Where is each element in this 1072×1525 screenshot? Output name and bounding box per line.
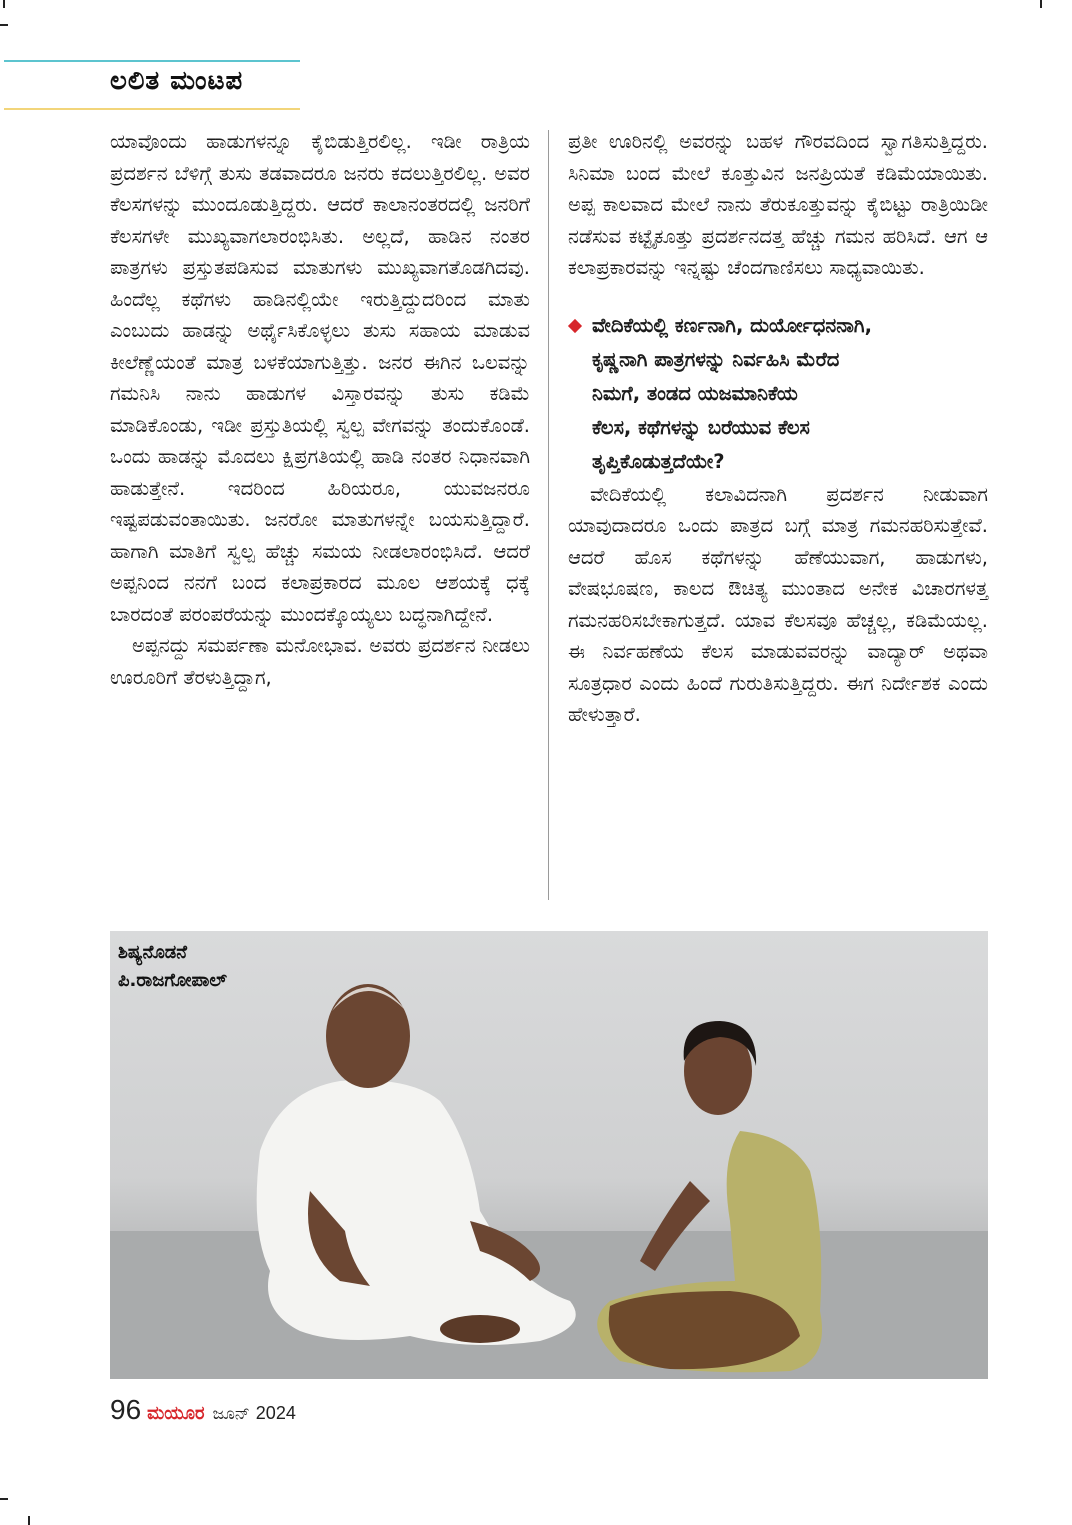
header-rule-bottom — [4, 108, 300, 110]
crop-mark-bottom-left-v — [28, 1516, 30, 1525]
crop-mark-bottom-left — [0, 1498, 8, 1500]
caption-line: ಶಿಷ್ಯನೊಡನೆ — [118, 942, 187, 963]
man-figure — [257, 1080, 576, 1345]
interview-question — [568, 309, 988, 479]
question-line: ತೃಪ್ತಿಕೊಡುತ್ತದೆಯೇ? — [592, 449, 725, 473]
header-rule-top — [4, 60, 300, 62]
article-photo — [110, 931, 988, 1379]
paragraph: ಅಪ್ಪನದ್ದು ಸಮರ್ಪಣಾ ಮನೋಭಾವ. ಅವರು ಪ್ರದರ್ಶನ ನೀಡಲು ಊರೂರಿಗೆ ತೆರಳುತ್ತಿದ್ದಾಗ, — [110, 634, 530, 689]
question-line: ನಿಮಗೆ, ತಂಡದ ಯಜಮಾನಿಕೆಯ — [592, 381, 798, 405]
issue-year: 2024 — [255, 1403, 296, 1423]
interview-answer: ವೇದಿಕೆಯಲ್ಲಿ ಕಲಾವಿದನಾಗಿ ಪ್ರದರ್ಶನ ನೀಡುವಾಗ ಯಾವುದಾದರೂ ಒಂದು ಪಾತ್ರದ ಬಗ್ಗೆ ಮಾತ್ರ ಗಮನಹರಿಸುತ್ತೇವೆ. ಆದರೆ ಹೊಸ ಕಥೆಗಳನ್ನು ಹೆಣೆಯುವಾಗ, ಹಾಡುಗಳು, ವೇಷಭೂಷಣ, ಕಾಲದ ಔಚಿತ್ಯ ಮುಂತಾದ ಅನೇಕ ವಿಚಾರಗಳತ್ತ ಗಮನಹರಿಸಬೇಕಾಗುತ್ತದೆ. ಯಾವ ಕೆಲಸವೂ ಹೆಚ್ಚಲ್ಲ, ಕಡಿಮೆಯಲ್ಲ. ಈ ನಿರ್ವಹಣೆಯ ಕೆಲಸ ಮಾಡುವವರನ್ನು ವಾದ್ಯಾರ್ ಅಥವಾ ಸೂತ್ರಧಾರ ಎಂದು ಹಿಂದೆ ಗುರುತಿಸುತ್ತಿದ್ದರು. ಈಗ ನಿರ್ದೇಶಕ ಎಂದು ಹೇಳುತ್ತಾರೆ. — [568, 482, 988, 726]
crop-mark-top-left-h — [0, 24, 8, 26]
question-line: ಕೆಲಸ, ಕಥೆಗಳನ್ನು ಬರೆಯುವ ಕೆಲಸ — [592, 415, 810, 439]
crop-mark-top-right — [1040, 0, 1042, 8]
article-column-left — [110, 126, 530, 693]
paragraph: ಪ್ರತೀ ಊರಿನಲ್ಲಿ ಅವರನ್ನು ಬಹಳ ಗೌರವದಿಂದ ಸ್ವಾಗತಿಸುತ್ತಿದ್ದರು. ಸಿನಿಮಾ ಬಂದ ಮೇಲೆ ಕೂತ್ತುವಿನ ಜನಪ್ರಿಯತೆ ಕಡಿಮೆಯಾಯಿತು. ಅಪ್ಪ ಕಾಲವಾದ ಮೇಲೆ ನಾನು ತೆರುಕೂತ್ತುವನ್ನು ಕೈಬಿಟ್ಟು ರಾತ್ರಿಯಿಡೀ ನಡೆಸುವ ಕಟ್ಟೈಕೂತ್ತು ಪ್ರದರ್ಶನದತ್ತ ಹೆಚ್ಚು ಗಮನ ಹರಿಸಿದೆ. ಆಗ ಆ ಕಲಾಪ್ರಕಾರವನ್ನು ಇನ್ನಷ್ಟು ಚೆಂದಗಾಣಿಸಲು ಸಾಧ್ಯವಾಯಿತು. — [568, 130, 988, 279]
photo-caption — [118, 939, 227, 995]
man-head — [326, 984, 410, 1088]
page-number: 96 — [110, 1394, 142, 1425]
column-divider — [548, 130, 549, 900]
paragraph: ಯಾವೊಂದು ಹಾಡುಗಳನ್ನೂ ಕೈಬಿಡುತ್ತಿರಲಿಲ್ಲ. ಇಡೀ ರಾತ್ರಿಯ ಪ್ರದರ್ಶನ ಬೆಳಿಗ್ಗೆ ತುಸು ತಡವಾದರೂ ಜನರು ಕದಲುತ್ತಿರಲಿಲ್ಲ. ಅವರ ಕೆಲಸಗಳನ್ನು ಮುಂದೂಡುತ್ತಿದ್ದರು. ಆದರೆ ಕಾಲಾನಂತರದಲ್ಲಿ ಜನರಿಗೆ ಕೆಲಸಗಳೇ ಮುಖ್ಯವಾಗಲಾರಂಭಿಸಿತು. ಅಲ್ಲದೆ, ಹಾಡಿನ ನಂತರ ಪಾತ್ರಗಳು ಪ್ರಸ್ತುತಪಡಿಸುವ ಮಾತುಗಳು ಮುಖ್ಯವಾಗತೊಡಗಿದವು. ಹಿಂದೆಲ್ಲ ಕಥೆಗಳು ಹಾಡಿನಲ್ಲಿಯೇ ಇರುತ್ತಿದ್ದುದರಿಂದ ಮಾತು ಎಂಬುದು ಹಾಡನ್ನು ಅರ್ಥೈಸಿಕೊಳ್ಳಲು ತುಸು ಸಹಾಯ ಮಾಡುವ ಕೀಲೆಣ್ಣೆಯಂತೆ ಮಾತ್ರ ಬಳಕೆಯಾಗುತ್ತಿತ್ತು. ಜನರ ಈಗಿನ ಒಲವನ್ನು ಗಮನಿಸಿ ನಾನು ಹಾಡುಗಳ ವಿಸ್ತಾರವನ್ನು ತುಸು ಕಡಿಮೆ ಮಾಡಿಕೊಂಡು, ಇಡೀ ಪ್ರಸ್ತುತಿಯಲ್ಲಿ ಸ್ವಲ್ಪ ವೇಗವನ್ನು ತಂದುಕೊಂಡೆ. ಒಂದು ಹಾಡನ್ನು ಮೊದಲು ಕ್ಷಿಪ್ರಗತಿಯಲ್ಲಿ ಹಾಡಿ ನಂತರ ನಿಧಾನವಾಗಿ ಹಾಡುತ್ತೇನೆ. ಇದರಿಂದ ಹಿರಿಯರೂ, ಯುವಜನರೂ ಇಷ್ಟಪಡುವಂತಾಯಿತು. ಜನರೋ ಮಾತುಗಳನ್ನೇ ಬಯಸುತ್ತಿದ್ದಾರೆ. ಹಾಗಾಗಿ ಮಾತಿಗೆ ಸ್ವಲ್ಪ ಹೆಚ್ಚು ಸಮಯ ನೀಡಲಾರಂಭಿಸಿದೆ. ಆದರೆ ಅಪ್ಪನಿಂದ ನನಗೆ ಬಂದ ಕಲಾಪ್ರಕಾರದ ಮೂಲ ಆಶಯಕ್ಕೆ ಧಕ್ಕೆ ಬಾರದಂತೆ ಪರಂಪರೆಯನ್ನು ಮುಂದಕ್ಕೊಯ್ಯಲು ಬದ್ಧನಾಗಿದ್ದೇನೆ. — [110, 130, 530, 626]
diamond-bullet-icon — [568, 318, 582, 332]
caption-line: ಪಿ.ರಾಜಗೋಪಾಲ್ — [118, 970, 227, 991]
section-title: ಲಲಿತ ಮಂಟಪ — [110, 66, 244, 96]
question-line: ಕೃಷ್ಣನಾಗಿ ಪಾತ್ರಗಳನ್ನು ನಿರ್ವಹಿಸಿ ಮೆರೆದ — [592, 347, 840, 371]
article-column-right — [568, 126, 988, 731]
question-line: ವೇದಿಕೆಯಲ್ಲಿ ಕರ್ಣನಾಗಿ, ದುರ್ಯೋಧನನಾಗಿ, — [592, 313, 873, 337]
magazine-logo: ಮಯೂರ — [147, 1403, 205, 1424]
crop-mark-top-left — [3, 0, 5, 8]
section-header — [0, 56, 300, 112]
photo-illustration — [110, 931, 988, 1379]
man-foot — [440, 1315, 520, 1343]
issue-month: ಜೂನ್ — [212, 1404, 250, 1424]
page-footer — [110, 1394, 296, 1428]
